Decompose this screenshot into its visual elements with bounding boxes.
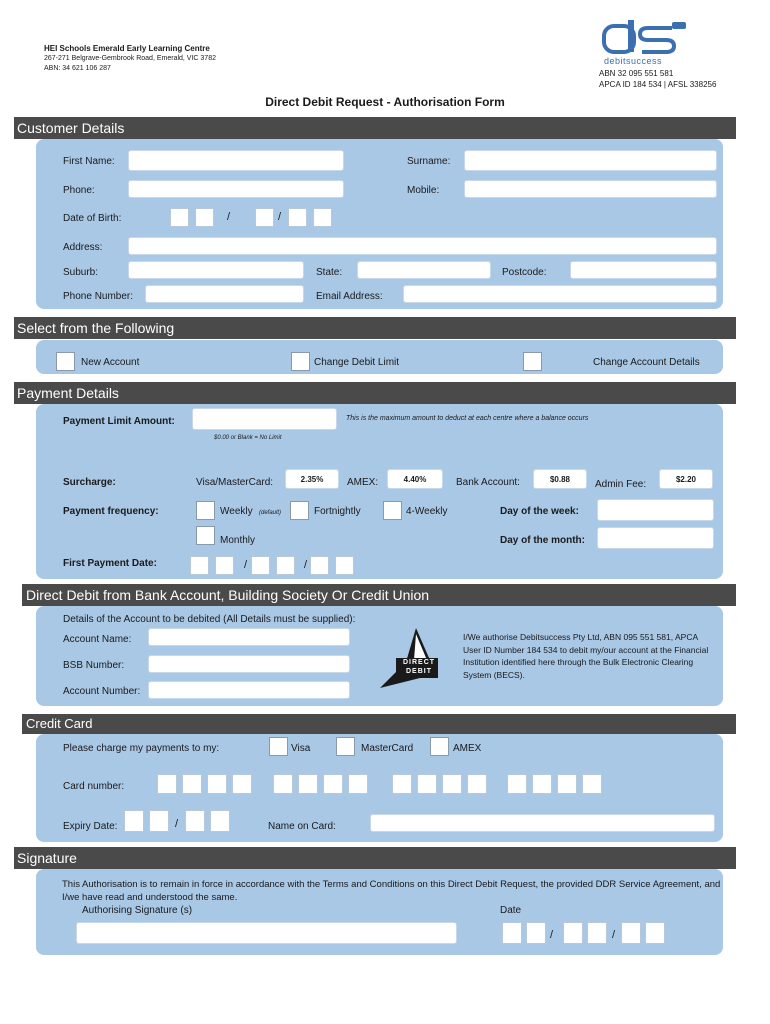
authorising-signature-label: Authorising Signature (s) bbox=[82, 905, 193, 916]
suburb-label: Suburb: bbox=[63, 267, 99, 278]
card-visa-checkbox[interactable] bbox=[269, 737, 288, 756]
phone-number-input[interactable] bbox=[145, 285, 304, 303]
new-account-label: New Account bbox=[81, 357, 140, 368]
card-charge-label: Please charge my payments to my: bbox=[63, 743, 220, 754]
name-on-card-label: Name on Card: bbox=[268, 821, 336, 832]
card-number-digit-1[interactable] bbox=[157, 774, 177, 794]
authorisation-text: I/We authorise Debitsuccess Pty Ltd, ABN 095 551 581, APCA User ID Number 184 534 to debit my/our account at the Financial Institution identified here through the Bulk Electronic Clearing System (BECS). bbox=[463, 632, 709, 680]
logo-text: debitsuccess bbox=[604, 56, 663, 66]
surname-label: Surname: bbox=[407, 156, 451, 167]
signature-date-day-1[interactable] bbox=[502, 922, 522, 944]
card-number-digit-15[interactable] bbox=[557, 774, 577, 794]
card-amex-checkbox[interactable] bbox=[430, 737, 449, 756]
payment-panel bbox=[36, 404, 723, 579]
credit-card-heading-text: Credit Card bbox=[26, 716, 93, 731]
change-limit-label: Change Debit Limit bbox=[314, 357, 400, 368]
card-number-digit-12[interactable] bbox=[467, 774, 487, 794]
signature-date-month-2[interactable] bbox=[587, 922, 607, 944]
dob-label: Date of Birth: bbox=[63, 213, 122, 224]
first-name-label: First Name: bbox=[63, 156, 115, 167]
visa-mc-value: 2.35% bbox=[285, 469, 339, 489]
expiry-year-2[interactable] bbox=[210, 810, 230, 832]
card-number-digit-14[interactable] bbox=[532, 774, 552, 794]
dob-slash-2: / bbox=[278, 211, 282, 223]
monthly-label: Monthly bbox=[220, 535, 256, 546]
fortnightly-checkbox[interactable] bbox=[290, 501, 309, 520]
payment-limit-subnote: $0.00 or Blank = No Limit bbox=[214, 435, 282, 441]
signature-date-day-2[interactable] bbox=[526, 922, 546, 944]
first-payment-slash-2: / bbox=[304, 559, 308, 571]
email-label: Email Address: bbox=[316, 291, 383, 302]
name-on-card-input[interactable] bbox=[370, 814, 715, 832]
expiry-slash: / bbox=[175, 818, 179, 830]
surname-input[interactable] bbox=[464, 150, 717, 171]
org-address: 267-271 Belgrave-Gembrook Road, Emerald, VIC 3782 bbox=[44, 55, 216, 62]
postcode-input[interactable] bbox=[570, 261, 717, 279]
bsb-label: BSB Number: bbox=[63, 660, 125, 671]
payment-limit-input[interactable] bbox=[192, 408, 337, 430]
direct-debit-badge bbox=[378, 626, 442, 690]
signature-date-slash-1: / bbox=[550, 929, 554, 941]
card-visa-label: Visa bbox=[291, 743, 311, 754]
bank-heading-text: Direct Debit from Bank Account, Building Society Or Credit Union bbox=[26, 587, 430, 603]
card-number-digit-10[interactable] bbox=[417, 774, 437, 794]
ds-abn: ABN 32 095 551 581 bbox=[599, 69, 674, 78]
payment-limit-label: Payment Limit Amount: bbox=[63, 416, 175, 427]
admin-fee-value: $2.20 bbox=[659, 469, 713, 489]
email-input[interactable] bbox=[403, 285, 717, 303]
fortnightly-label: Fortnightly bbox=[314, 506, 361, 517]
bank-heading bbox=[22, 584, 736, 606]
payment-heading: Payment Details bbox=[14, 382, 736, 404]
card-number-digit-2[interactable] bbox=[182, 774, 202, 794]
phone-number-label: Phone Number: bbox=[63, 291, 134, 302]
first-name-input[interactable] bbox=[128, 150, 344, 171]
visa-mc-label: Visa/MasterCard: bbox=[196, 477, 274, 488]
card-number-digit-8[interactable] bbox=[348, 774, 368, 794]
first-payment-year-2[interactable] bbox=[335, 556, 354, 575]
signature-date-year-1[interactable] bbox=[621, 922, 641, 944]
first-payment-slash-1: / bbox=[244, 559, 248, 571]
address-label: Address: bbox=[63, 242, 103, 253]
signature-date-month-1[interactable] bbox=[563, 922, 583, 944]
direct-debit-line1: DIRECT bbox=[402, 659, 436, 666]
dob-day-2[interactable] bbox=[195, 208, 214, 227]
weekly-default-note: (default) bbox=[259, 510, 282, 516]
bank-account-value: $0.88 bbox=[533, 469, 587, 489]
card-number-digit-4[interactable] bbox=[232, 774, 252, 794]
org-name: HEI Schools Emerald Early Learning Centre bbox=[44, 44, 210, 53]
signature-date-slash-2: / bbox=[612, 929, 616, 941]
direct-debit-line2: DEBIT bbox=[406, 668, 432, 675]
expiry-year-1[interactable] bbox=[185, 810, 205, 832]
first-payment-day-2[interactable] bbox=[215, 556, 234, 575]
customer-details-heading: Customer Details bbox=[14, 117, 736, 139]
amex-label: AMEX: bbox=[347, 477, 379, 488]
day-of-week-input[interactable] bbox=[597, 499, 714, 521]
form-title: Direct Debit Request - Authorisation Form bbox=[265, 95, 505, 109]
signature-date-label: Date bbox=[500, 905, 522, 916]
day-of-month-label: Day of the month: bbox=[500, 535, 585, 546]
signature-input[interactable] bbox=[76, 922, 457, 944]
expiry-month-2[interactable] bbox=[149, 810, 169, 832]
weekly-checkbox[interactable] bbox=[196, 501, 215, 520]
mobile-input[interactable] bbox=[464, 180, 717, 198]
signature-terms: This Authorisation is to remain in force in accordance with the Terms and Conditions on this Direct Debit Request, the provided DDR Service Agreement, and I/we have read and understood the same. bbox=[62, 879, 721, 903]
card-number-label: Card number: bbox=[63, 781, 125, 792]
day-of-month-input[interactable] bbox=[597, 527, 714, 549]
card-number-digit-6[interactable] bbox=[298, 774, 318, 794]
card-number-digit-16[interactable] bbox=[582, 774, 602, 794]
bank-account-label: Bank Account: bbox=[456, 477, 520, 488]
card-number-digit-9[interactable] bbox=[392, 774, 412, 794]
account-name-input[interactable] bbox=[148, 628, 350, 646]
card-number-digit-3[interactable] bbox=[207, 774, 227, 794]
change-details-label: Change Account Details bbox=[593, 357, 700, 368]
org-abn: ABN: 34 621 106 287 bbox=[44, 65, 111, 72]
change-details-checkbox[interactable] bbox=[523, 352, 542, 371]
dob-day-1[interactable] bbox=[170, 208, 189, 227]
phone-label: Phone: bbox=[63, 185, 95, 196]
card-number-digit-11[interactable] bbox=[442, 774, 462, 794]
account-number-input[interactable] bbox=[148, 681, 350, 699]
ds-apca: APCA ID 184 534 | AFSL 338256 bbox=[599, 80, 717, 89]
bank-details-note: Details of the Account to be debited (All Details must be supplied): bbox=[63, 614, 356, 625]
postcode-label: Postcode: bbox=[502, 267, 547, 278]
day-of-week-label: Day of the week: bbox=[500, 506, 579, 517]
address-input[interactable] bbox=[128, 237, 717, 255]
card-mastercard-checkbox[interactable] bbox=[336, 737, 355, 756]
suburb-input[interactable] bbox=[128, 261, 304, 279]
admin-fee-label: Admin Fee: bbox=[595, 479, 647, 490]
change-limit-checkbox[interactable] bbox=[291, 352, 310, 371]
card-amex-label: AMEX bbox=[453, 743, 482, 754]
monthly-checkbox[interactable] bbox=[196, 526, 215, 545]
first-payment-month-2[interactable] bbox=[276, 556, 295, 575]
state-label: State: bbox=[316, 267, 343, 278]
first-payment-month-1[interactable] bbox=[251, 556, 270, 575]
expiry-label: Expiry Date: bbox=[63, 821, 118, 832]
dob-year[interactable] bbox=[313, 208, 332, 227]
card-mastercard-label: MasterCard bbox=[361, 743, 414, 754]
bsb-input[interactable] bbox=[148, 655, 350, 673]
credit-card-heading bbox=[22, 714, 736, 734]
debitsuccess-logo bbox=[600, 18, 690, 68]
payment-limit-note: This is the maximum amount to deduct at each centre where a balance occurs bbox=[346, 415, 589, 422]
weekly-label: Weekly bbox=[220, 506, 253, 517]
direct-debit-logo-icon bbox=[378, 626, 442, 690]
signature-date-year-2[interactable] bbox=[645, 922, 665, 944]
dob-slash-1: / bbox=[227, 211, 231, 223]
expiry-month-1[interactable] bbox=[124, 810, 144, 832]
account-number-label: Account Number: bbox=[63, 686, 141, 697]
phone-input[interactable] bbox=[128, 180, 344, 198]
card-number-digit-13[interactable] bbox=[507, 774, 527, 794]
first-payment-year-1[interactable] bbox=[310, 556, 329, 575]
four-weekly-label: 4-Weekly bbox=[406, 506, 448, 517]
account-name-label: Account Name: bbox=[63, 634, 132, 645]
dob-month-1[interactable] bbox=[255, 208, 274, 227]
ds-logo-icon bbox=[600, 18, 690, 60]
new-account-checkbox[interactable] bbox=[56, 352, 75, 371]
state-input[interactable] bbox=[357, 261, 491, 279]
four-weekly-checkbox[interactable] bbox=[383, 501, 402, 520]
surcharge-label: Surcharge: bbox=[63, 477, 116, 488]
card-number-digit-5[interactable] bbox=[273, 774, 293, 794]
first-payment-day-1[interactable] bbox=[190, 556, 209, 575]
amex-value: 4.40% bbox=[387, 469, 443, 489]
dob-month-2[interactable] bbox=[288, 208, 307, 227]
first-payment-label: First Payment Date: bbox=[63, 558, 157, 569]
mobile-label: Mobile: bbox=[407, 185, 440, 196]
payment-frequency-label: Payment frequency: bbox=[63, 506, 159, 517]
select-heading: Select from the Following bbox=[14, 317, 736, 339]
card-number-digit-7[interactable] bbox=[323, 774, 343, 794]
signature-heading: Signature bbox=[14, 847, 736, 869]
